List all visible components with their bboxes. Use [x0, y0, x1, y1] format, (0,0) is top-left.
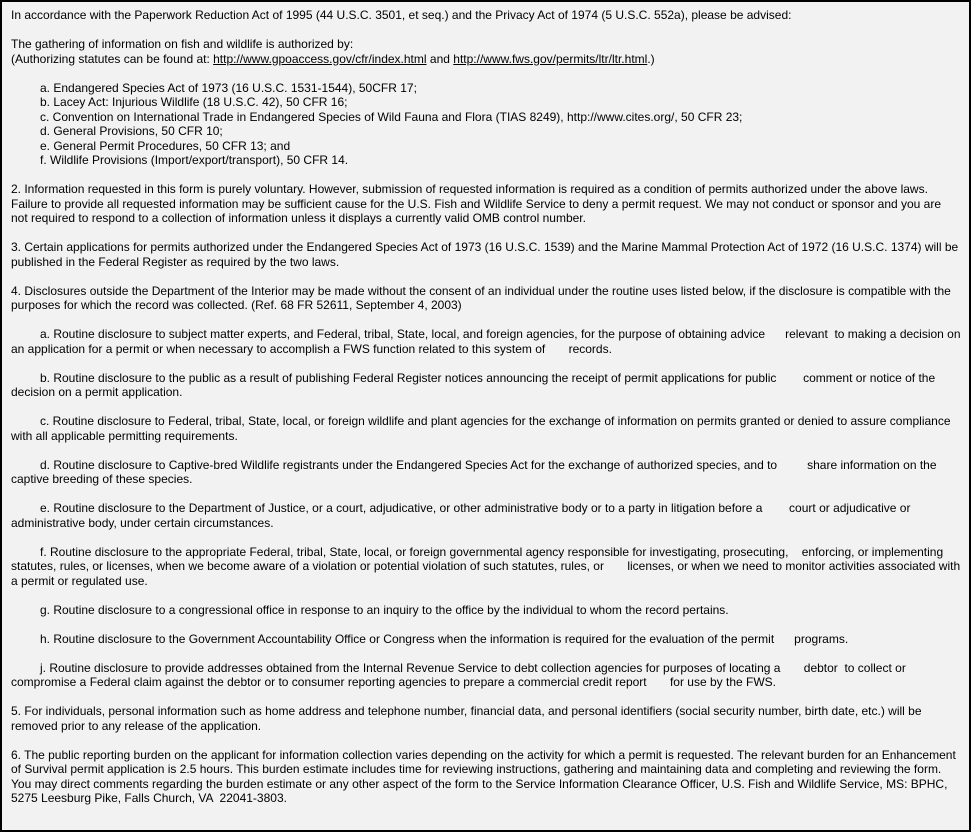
gpoaccess-cfr-link[interactable]: http://www.gpoaccess.gov/cfr/index.html	[213, 51, 427, 66]
routine-disclosure-b: b. Routine disclosure to the public as a result of publishing Federal Register notices announcing the receipt of permit applications for public comment or notice of the decision on a permit application.	[11, 370, 939, 399]
statute-item-f: f. Wildlife Provisions (Import/export/transport), 50 CFR 14.	[40, 153, 349, 167]
routine-disclosure-h: h. Routine disclosure to the Government Accountability Office or Congress when the information is required for the evaluation of the permit programs.	[40, 631, 849, 646]
routine-disclosure-c: c. Routine disclosure to Federal, tribal, State, local, or foreign wildlife and plant agencies for the exchange of information on permits granted or denied to assure compliance with all applicable permitting requirements.	[11, 414, 954, 443]
paragraph-4-disclosures: 4. Disclosures outside the Department of the Interior may be made without the consent of an individual under the routine uses listed below, if the disclosure is compatible with the purposes for which the record was collected. (Ref. 68 FR 52611, September 4, 2003)	[11, 283, 955, 312]
statute-item-d: d. General Provisions, 50 CFR 10;	[40, 124, 223, 138]
routine-disclosure-e: e. Routine disclosure to the Department of Justice, or a court, adjudicative, or other administrative body or to a party in litigation before a court or adjudicative or administrative body, under certain circumstances.	[11, 501, 914, 530]
statute-list	[11, 81, 961, 168]
fws-permits-link[interactable]: http://www.fws.gov/permits/ltr/ltr.html	[453, 51, 648, 66]
routine-disclosure-j: j. Routine disclosure to provide addresses obtained from the Internal Revenue Service to debt collection agencies for purposes of locating a debtor to collect or compromise a Federal claim against the debtor or to consumer reporting agencies to prepare a commercial credit report for use by the FWS.	[11, 660, 910, 689]
routine-disclosure-list	[11, 327, 964, 690]
statutes-found-at-text: (Authorizing statutes can be found at:	[11, 51, 214, 66]
link-connector-text: and	[426, 51, 454, 66]
routine-disclosure-d: d. Routine disclosure to Captive-bred Wildlife registrants under the Endangered Species Act for the exchange of authorized species, and to share information on the captive breeding of these species.	[11, 457, 940, 486]
statute-item-b: b. Lacey Act: Injurious Wildlife (18 U.S.C. 42), 50 CFR 16;	[40, 95, 348, 109]
paragraph-6-reporting-burden: 6. The public reporting burden on the applicant for information collection varies depending on the activity for which a permit is requested. The relevant burden for an Enhancement of Survival permit application is 2.5 hours. This burden estimate includes time for reviewing instructions, gathering and maintaining data and completing and reviewing the form. You may direct comments regarding the burden estimate or any other aspect of the form to the Service Information Clearance Officer, U.S. Fish and Wildlife Service, MS: BPHC, 5275 Leesburg Pike, Falls Church, VA 22041-3803.	[11, 747, 960, 805]
notice-intro: In accordance with the Paperwork Reduction Act of 1995 (44 U.S.C. 3501, et seq.) and the Privacy Act of 1974 (5 U.S.C. 552a), please be advised:	[11, 8, 792, 22]
routine-disclosure-a: a. Routine disclosure to subject matter experts, and Federal, tribal, State, local, and foreign agencies, for the purpose of obtaining advice relevant to making a decision on an application for a permit or when necessary to accomplish a FWS function related to this system of records.	[11, 327, 964, 356]
routine-disclosure-f: f. Routine disclosure to the appropriate Federal, tribal, State, local, or foreign governmental agency responsible for investigating, prosecuting, enforcing, or implementing statutes, rules, or licenses, when we become aware of a violation or potential violation of such statutes, rules, or licenses, or when we need to monitor activities associated with a permit or regulated use.	[11, 544, 964, 588]
authorization-sources-line	[11, 52, 961, 67]
statutes-suffix-text: .)	[647, 51, 655, 66]
paragraph-5-personal-info: 5. For individuals, personal information such as home address and telephone number, financial data, and personal identifiers (social security number, birth date, etc.) will be removed prior to any release of the application.	[11, 704, 925, 733]
routine-disclosure-g: g. Routine disclosure to a congressional office in response to an inquiry to the office by the individual to whom the record pertains.	[40, 602, 729, 617]
statute-item-a: a. Endangered Species Act of 1973 (16 U.S.C. 1531-1544), 50CFR 17;	[40, 80, 417, 95]
statute-item-c: c. Convention on International Trade in Endangered Species of Wild Fauna and Flora (TIAS 8249), http://www.cites.org/, 50 CFR 23;	[40, 109, 743, 124]
paragraph-3-federal-register: 3. Certain applications for permits authorized under the Endangered Species Act of 1973 (16 U.S.C. 1539) and the Marine Mammal Protection Act of 1972 (16 U.S.C. 1374) will be published in the Federal Register as required by the two laws.	[11, 240, 962, 269]
paragraph-2-voluntary: 2. Information requested in this form is purely voluntary. However, submission of requested information is required as a condition of permits authorized under the above laws. Failure to provide all requested information may be sufficient cause for the U.S. Fish and Wildlife Service to deny a permit request. We may not conduct or sponsor and you are not required to respond to a collection of information unless it displays a currently valid OMB control number.	[11, 182, 945, 225]
statute-item-e: e. General Permit Procedures, 50 CFR 13; and	[40, 138, 291, 153]
authorization-lead: The gathering of information on fish and wildlife is authorized by:	[11, 37, 354, 51]
